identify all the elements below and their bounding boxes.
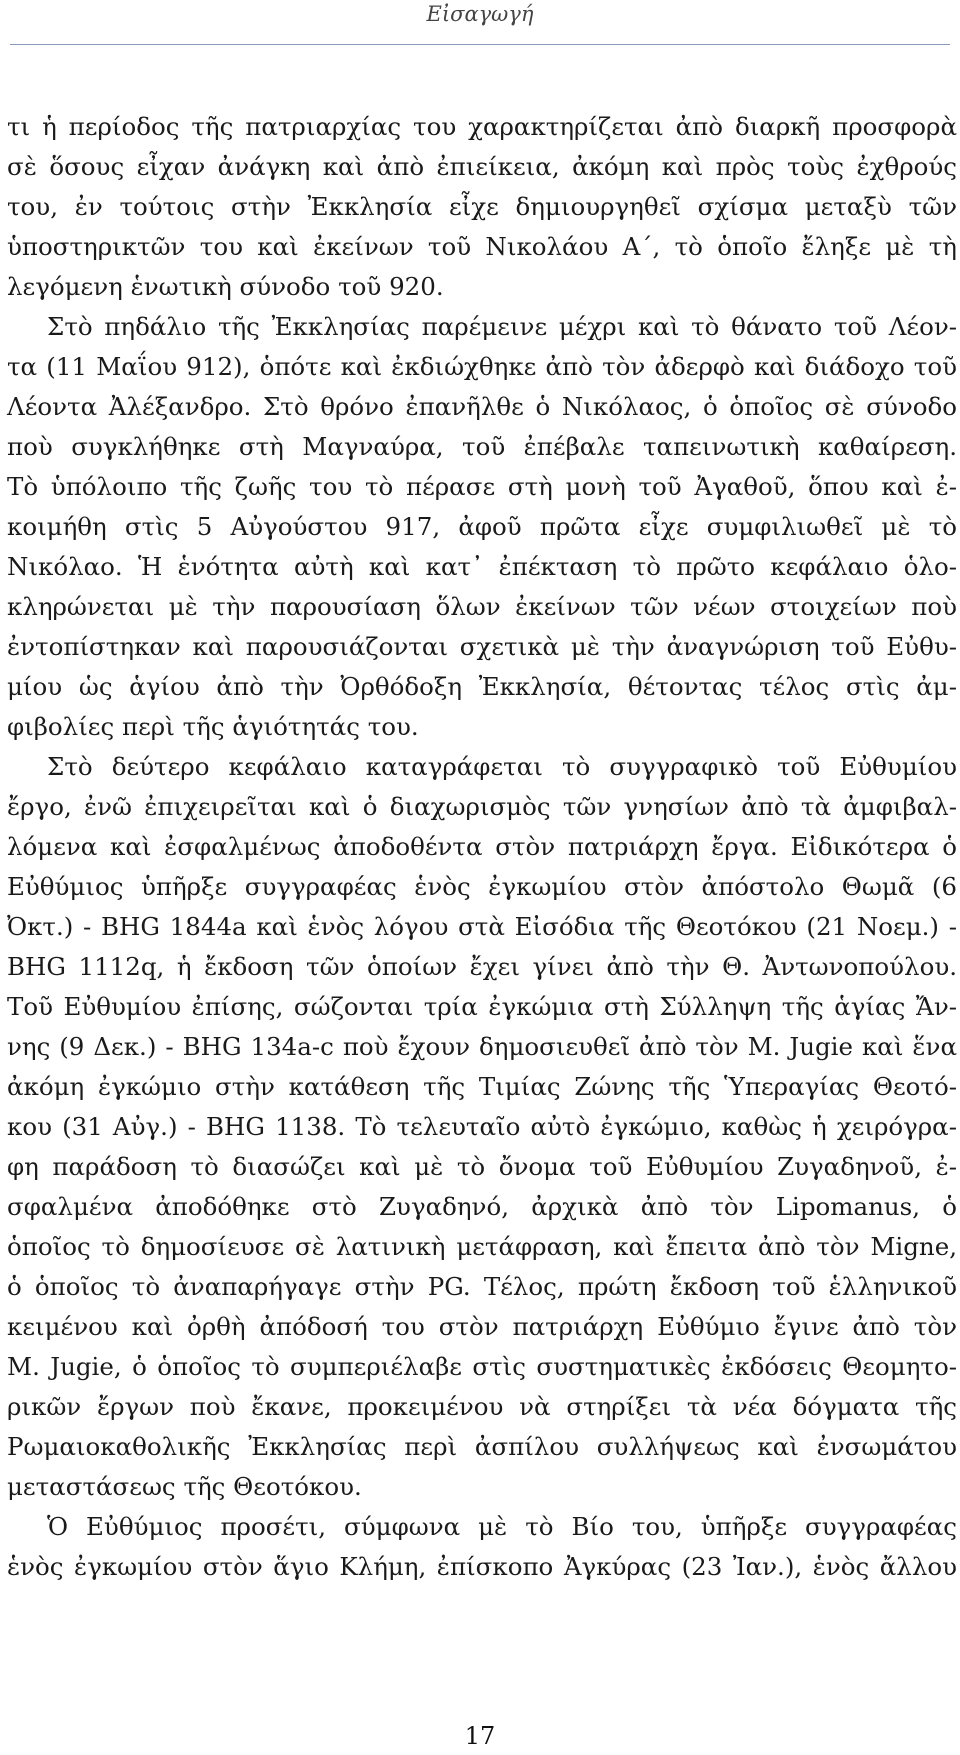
text-line: φη παράδοση τὸ διασώζει καὶ μὲ τὸ ὄνομα τοῦ Εὐθυμίου Ζυγαδηνοῦ, ἐ- [7, 1152, 957, 1181]
text-line: τα (11 Μαΐου 912), ὁπότε καὶ ἐκδιώχθηκε ἀπὸ τὸν ἀδερφὸ καὶ διάδοχο τοῦ [7, 352, 957, 381]
text-line: Στὸ δεύτερο κεφάλαιο καταγράφεται τὸ συγγραφικὸ τοῦ Εὐθυμίου [47, 752, 957, 781]
text-line: Ὁ Εὐθύμιος προσέτι, σύμφωνα μὲ τὸ Βίο του, ὑπῆρξε συγγραφέας [47, 1512, 957, 1541]
text-line: Νικόλαο. Ἡ ἑνότητα αὐτὴ καὶ κατ᾽ ἐπέκταση τὸ πρῶτο κεφάλαιο ὁλο- [7, 552, 957, 581]
text-line: Ὀκτ.) - BHG 1844a καὶ ἑνὸς λόγου στὰ Εἰσόδια τῆς Θεοτόκου (21 Νοεμ.) - [7, 912, 957, 941]
text-line: σὲ ὅσους εἶχαν ἀνάγκη καὶ ἀπὸ ἐπιείκεια, ἀκόμη καὶ πρὸς τοὺς ἐχθρούς [7, 152, 957, 181]
text-line: ρικῶν ἔργων ποὺ ἔκανε, προκειμένου νὰ στηρίξει τὰ νέα δόγματα τῆς [7, 1392, 957, 1421]
text-line: κειμένου καὶ ὀρθὴ ἀπόδοσή του στὸν πατριάρχη Εὐθύμιο ἔγινε ἀπὸ τὸν [7, 1312, 957, 1341]
text-line: ἀκόμη ἐγκώμιο στὴν κατάθεση τῆς Τιμίας Ζώνης τῆς Ὑπεραγίας Θεοτό- [7, 1072, 957, 1101]
text-line: του, ἐν τούτοις στὴν Ἐκκλησία εἶχε δημιουργηθεῖ σχίσμα μεταξὺ τῶν [7, 192, 957, 221]
text-line: σφαλμένα ἀποδόθηκε στὸ Ζυγαδηνό, ἀρχικὰ ἀπὸ τὸν Lipomanus, ὁ [7, 1192, 957, 1221]
text-line: Τοῦ Εὐθυμίου ἐπίσης, σώζονται τρία ἐγκώμια στὴ Σύλληψη τῆς ἁγίας Ἄν- [7, 992, 957, 1021]
text-line: φιβολίες περὶ τῆς ἁγιότητάς του. [7, 712, 419, 741]
page-number: 17 [464, 1722, 496, 1750]
text-line: μίου ὡς ἁγίου ἀπὸ τὴν Ὀρθόδοξη Ἐκκλησία, θέτοντας τέλος στὶς ἀμ- [7, 672, 957, 701]
text-line: Ρωμαιοκαθολικῆς Ἐκκλησίας περὶ ἀσπίλου συλλήψεως καὶ ἐνσωμάτου [7, 1432, 957, 1461]
text-line: Στὸ πηδάλιο τῆς Ἐκκλησίας παρέμεινε μέχρι καὶ τὸ θάνατο τοῦ Λέον- [47, 312, 957, 341]
text-line: M. Jugie, ὁ ὁποῖος τὸ συμπεριέλαβε στὶς συστηματικὲς ἐκδόσεις Θεομητο- [7, 1352, 957, 1381]
text-line: Λέοντα Ἀλέξανδρο. Στὸ θρόνο ἐπανῆλθε ὁ Νικόλαος, ὁ ὁποῖος σὲ σύνοδο [7, 392, 957, 421]
text-line: ὁ ὁποῖος τὸ ἀναπαρήγαγε στὴν PG. Τέλος, πρώτη ἔκδοση τοῦ ἑλληνικοῦ [7, 1272, 957, 1301]
body-text [7, 107, 957, 1587]
text-line: BHG 1112q, ἡ ἔκδοση τῶν ὁποίων ἔχει γίνει ἀπὸ τὴν Θ. Ἀντωνοπούλου. [7, 952, 957, 981]
text-line: τι ἡ περίοδος τῆς πατριαρχίας του χαρακτηρίζεται ἀπὸ διαρκῆ προσφορὰ [7, 112, 957, 141]
text-line: λεγόμενη ἑνωτικὴ σύνοδο τοῦ 920. [7, 272, 444, 301]
text-line: ἑνὸς ἐγκωμίου στὸν ἅγιο Κλήμη, ἐπίσκοπο Ἀγκύρας (23 Ἰαν.), ἑνὸς ἄλλου [7, 1552, 957, 1581]
text-line: Τὸ ὑπόλοιπο τῆς ζωῆς του τὸ πέρασε στὴ μονὴ τοῦ Ἀγαθοῦ, ὅπου καὶ ἐ- [7, 472, 957, 501]
text-line: ἐντοπίστηκαν καὶ παρουσιάζονται σχετικὰ μὲ τὴν ἀναγνώριση τοῦ Εὐθυ- [7, 632, 957, 661]
text-line: ἔργο, ἐνῶ ἐπιχειρεῖται καὶ ὁ διαχωρισμὸς τῶν γνησίων ἀπὸ τὰ ἀμφιβαλ- [7, 792, 957, 821]
text-line: κληρώνεται μὲ τὴν παρουσίαση ὅλων ἐκείνων τῶν νέων στοιχείων ποὺ [7, 592, 957, 621]
text-line: λόμενα καὶ ἐσφαλμένως ἀποδοθέντα στὸν πατριάρχη ἔργα. Εἰδικότερα ὁ [7, 832, 957, 861]
text-line: Εὐθύμιος ὑπῆρξε συγγραφέας ἑνὸς ἐγκωμίου στὸν ἀπόστολο Θωμᾶ (6 [7, 872, 957, 901]
text-line: νης (9 Δεκ.) - BHG 134a-c ποὺ ἔχουν δημοσιευθεῖ ἀπὸ τὸν M. Jugie καὶ ἕνα [7, 1032, 957, 1061]
running-head: Εἰσαγωγή [426, 2, 534, 26]
text-line: ὑποστηρικτῶν του καὶ ἐκείνων τοῦ Νικολάου Α΄, τὸ ὁποῖο ἔληξε μὲ τὴ [7, 232, 957, 261]
text-line: κου (31 Αὐγ.) - BHG 1138. Τὸ τελευταῖο αὐτὸ ἐγκώμιο, καθὼς ἡ χειρόγρα- [7, 1112, 957, 1141]
text-line: ποὺ συγκλήθηκε στὴ Μαγναύρα, τοῦ ἐπέβαλε ταπεινωτικὴ καθαίρεση. [7, 432, 957, 461]
text-line: μεταστάσεως τῆς Θεοτόκου. [7, 1472, 362, 1501]
text-line: κοιμήθη στὶς 5 Αὐγούστου 917, ἀφοῦ πρῶτα εἶχε συμφιλιωθεῖ μὲ τὸ [7, 512, 957, 541]
text-line: ὁποῖος τὸ δημοσίευσε σὲ λατινικὴ μετάφραση, καὶ ἔπειτα ἀπὸ τὸν Migne, [7, 1232, 957, 1261]
header-rule [10, 44, 950, 45]
